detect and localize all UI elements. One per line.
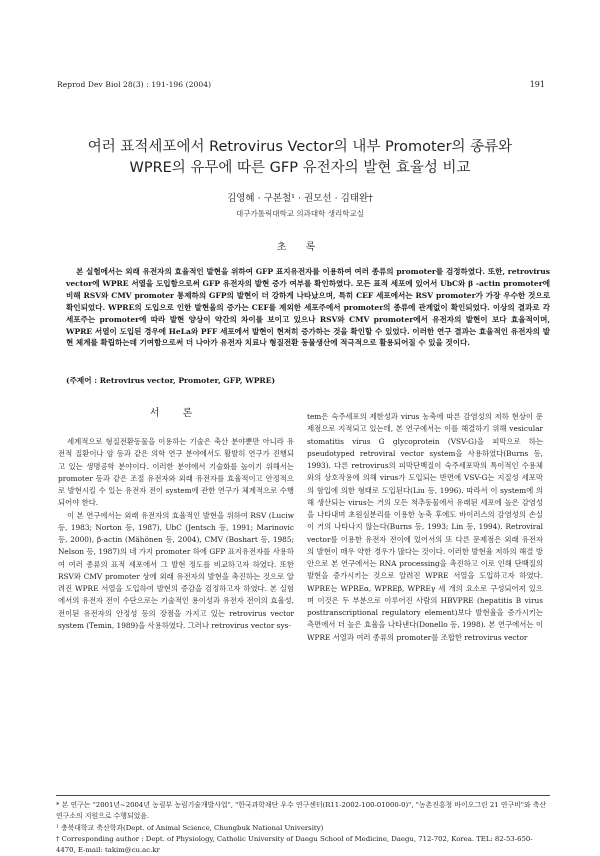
abstract-body <box>66 266 550 349</box>
footnote-funding: * 본 연구는 "2001년~2004년 농림부 농림기술개발사업", "한국과학재단 우수 연구센터(R11-2002-100-01000-0)", "농촌진흥청 바이오그린 21 연구비"와 축산연구소의 지원으로 수행되었음. <box>56 801 547 821</box>
author-list: 김영혜 · 구본철¹ · 권모선 · 김태완† <box>227 193 373 204</box>
intro-paragraph-1: 세계적으로 형질전환동물을 이용하는 기술은 축산 분야뿐만 아니라 유전적 질환이나 암 등과 같은 의학 연구 분야에서도 활발히 연구가 진행되고 있는 생명공학 분야이다. 이러한 분야에서 기술화를 높이기 위해서는 promoter 등과 같은 조절 유전자와 외래 유전자를 효율적이고 안정적으로 발현시킬 수 있는 유전자 전이 system에 관한 연구가 체계적으로 수행되어야 한다. <box>58 437 294 508</box>
introduction-heading: 서 론 <box>149 408 203 419</box>
right-column <box>307 411 543 644</box>
footnote-rule <box>56 795 550 796</box>
keywords: (주제어 : Retrovirus vector, Promoter, GFP, WPRE) <box>66 376 276 385</box>
abstract-paragraph: 본 실험에서는 외래 유전자의 효율적인 발현을 위하여 GFP 표지유전자를 이용하여 여러 종류의 promoter를 검정하였다. 또한, retrovirus vector에 WPRE 서열을 도입함으로써 GFP 유전자의 발현 증가 여부를 확인하였다. 모든 표적 세포에 있어서 UbC와 β -actin promoter에 비해 RSV와 CMV promoter 통제하의 GFP의 발현이 더 강하게 나타났으며, 특히 CEF 세포에서는 RSV promoter가 가장 우수한 것으로 확인되었다. WPRE의 도입으로 인한 발현율의 증가는 CEF를 제외한 세포주에서 promoter의 종류에 관계없이 확인되었다. 이상의 결과로 각 세포주는 promoter에 따라 발현 양상이 약간의 차이를 보이고 있으나 RSV와 CMV promoter에서 유전자의 발현이 보다 효율적이며, WPRE 서열이 도입된 경우에 HeLa와 PFF 세포에서 발현이 현저히 증가하는 것을 확인할 수 있었다. 이러한 연구 결과는 효율적인 유전자의 발현 체계를 확립하는데 기여함으로써 더 나아가 유전자 치료나 형질전환 동물생산에 적극적으로 활용되어질 수 있을 것이다. <box>66 267 550 348</box>
left-column <box>58 436 294 632</box>
page-number: 191 <box>529 80 545 89</box>
paper-title <box>0 137 600 179</box>
title-line-1: 여러 표적세포에서 Retrovirus Vector의 내부 Promoter의 종류와 <box>87 139 513 155</box>
affiliation: 대구가톨릭대학교 의과대학 생리학교실 <box>236 209 364 218</box>
abstract-heading: 초 록 <box>276 242 324 253</box>
footnote-corresponding: † Corresponding author : Dept. of Physiology, Catholic University of Daegu School of Medicine, Daegu, 712-702, Korea. TEL: 82-53-650-4470, E-mail: takim@cu.ac.kr <box>56 834 533 855</box>
intro-paragraph-3: tem은 숙주세포의 제한성과 virus 농축에 따른 감염성의 저하 현상이 문제점으로 지적되고 있는데, 본 연구에서는 이를 해결하기 위해 vesicular stomatitis virus G glycoprotein (VSV-G)을 피막으로 하는 pseudotyped retroviral vector system을 사용하였다(Burns 등, 1993). 다른 retrovirus의 피막단백질이 숙주세포막의 특이적인 수용체와의 상호작용에 의해 virus가 도입되는 반면에 VSV-G는 지질성 세포막의 함입에 의한 형태로 도입된다(Liu 등, 1996). 따라서 이 system에 의해 생산되는 virus는 거의 모든 척추동물에서 유래된 세포에 높은 감염성을 나타내며 초원심분리를 이용한 농축 후에도 바이러스의 감염성의 손실이 거의 나타나지 않는다(Burns 등, 1993; Lin 등, 1994). Retroviral vector를 이용한 유전자 전이에 있어서의 또 다른 문제점은 외래 유전자의 발현이 매우 약한 경우가 많다는 것이다. 이러한 발현율 저하의 해결 방안으로 본 연구에서는 RNA processing을 촉진하고 이로 인해 단백질의 발현을 증가시키는 것으로 알려진 WPRE 서열을 도입하고자 하였다. WPRE는 WPREα, WPREβ, WPREγ 세 개의 요소로 구성되어져 있으며 이것은 두 부분으로 이루어진 사람의 HBVPRE (hepatitis B virus posttranscriptional regulatory element)보다 발현율을 증가시키는 측면에서 더 높은 효율을 나타낸다(Donello 등, 1998). 본 연구에서는 이 WPRE 서열과 여러 종류의 promoter를 조합한 retrovirus vector <box>307 412 543 642</box>
title-line-2: WPRE의 유무에 따른 GFP 유전자의 발현 효율성 비교 <box>129 160 471 176</box>
intro-paragraph-2: 이 본 연구에서는 외래 유전자의 효율적인 발현을 위하여 RSV (Luciw 등, 1983; Norton 등, 1987), UbC (Jentsch 등, 1991; Marinovic 등, 2000), β-actin (Mähönen 등, 2004), CMV (Boshart 등, 1985; Nelson 등, 1987)의 네 가지 promoter 하에 GFP 표지유전자를 사용하여 여러 종류의 표적 세포에서 그 발현 정도를 비교하고자 하였다. 또한 RSV와 CMV promoter 상에 외래 유전자의 발현을 촉진하는 것으로 알려진 WPRE 서열을 도입하여 발현의 증감을 검정하고자 하였다. 본 실험에서의 유전자 전이 수단으로는 기술적인 용이성과 유전자 전이의 효율성, 전이된 유전자의 안정성 등의 장점을 가지고 있는 retrovirus vector system (Temin, 1989)을 사용하였다. 그러나 retrovirus vector sys- <box>58 510 294 630</box>
journal-header: Reprod Dev Biol 28(3) : 191-196 (2004) <box>57 80 212 89</box>
footnote-affiliation: ¹ 충북대학교 축산학과(Dept. of Animal Science, Chungbuk National University) <box>56 823 324 832</box>
